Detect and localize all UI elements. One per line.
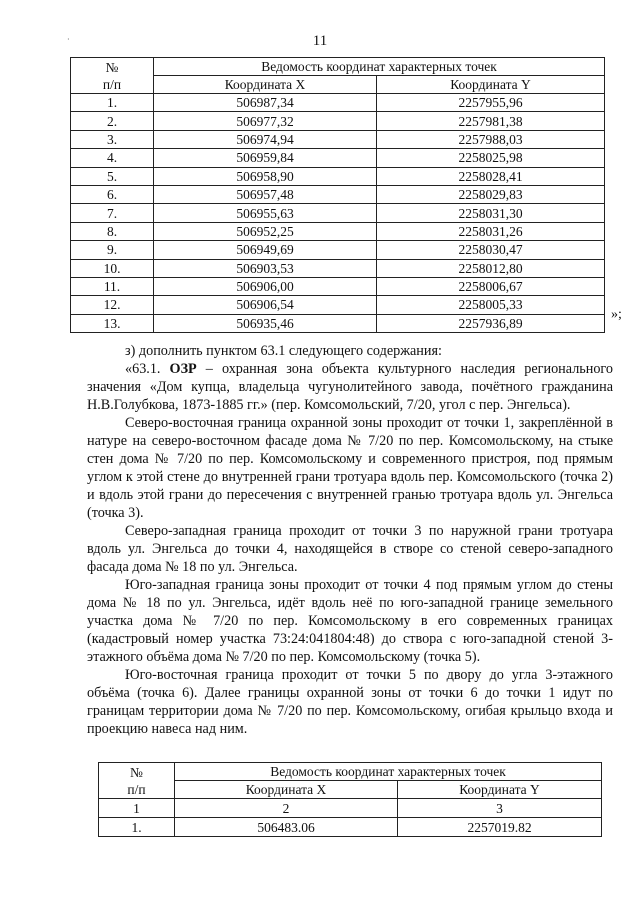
coordinate-y-cell: 2258030,47 bbox=[377, 241, 605, 259]
table-body bbox=[71, 94, 605, 333]
table-row bbox=[71, 149, 605, 167]
point-number-cell: 13. bbox=[71, 314, 154, 332]
paragraph-southeast: Юго-восточная граница проходит от точки 5 по двору до угла 3-этажного объёма (точка 6). Далее границы охранной зоны от точки 6 до точки 1 идут по границам территории дома № 7/20 по пер. Комсомольскому, огибая крыльцо входа и проекцию навеса над ним. bbox=[87, 667, 613, 737]
coordinate-y-cell: 2258012,80 bbox=[377, 259, 605, 277]
point-number-cell: 8. bbox=[71, 222, 154, 240]
table-row bbox=[71, 241, 605, 259]
coordinate-y-cell: 2257955,96 bbox=[377, 94, 605, 112]
column-header-y: Координата Y bbox=[377, 76, 605, 94]
point-number-cell: 6. bbox=[71, 185, 154, 203]
table-row bbox=[71, 185, 605, 203]
paragraph-63-1 bbox=[87, 360, 613, 414]
table-body bbox=[99, 818, 602, 837]
table-row bbox=[71, 94, 605, 112]
table-row bbox=[71, 296, 605, 314]
coordinate-x-cell: 506935,46 bbox=[154, 314, 377, 332]
table-row bbox=[71, 112, 605, 130]
coordinate-x-cell: 506987,34 bbox=[154, 94, 377, 112]
point-number-cell: 11. bbox=[71, 277, 154, 295]
coordinate-x-cell: 506483.06 bbox=[175, 818, 398, 837]
point-number-cell: 12. bbox=[71, 296, 154, 314]
point-number-cell: 7. bbox=[71, 204, 154, 222]
coordinate-y-cell: 2258031,30 bbox=[377, 204, 605, 222]
coordinate-y-cell: 2258006,67 bbox=[377, 277, 605, 295]
coordinate-x-cell: 506958,90 bbox=[154, 167, 377, 185]
coordinate-x-cell: 506906,00 bbox=[154, 277, 377, 295]
coordinate-x-cell: 506955,63 bbox=[154, 204, 377, 222]
paragraph-lead: «63.1. bbox=[125, 361, 170, 377]
scan-mark: · bbox=[67, 35, 70, 44]
index-cell: 1 bbox=[99, 799, 175, 818]
coordinate-x-cell: 506952,25 bbox=[154, 222, 377, 240]
paragraph-northeast: Северо-восточная граница охранной зоны проходит от точки 1, закреплённой в натуре на северо-восточном фасаде дома № 7/20 по пер. Комсомольскому, на стыке стен дома № 7/20 по пер. Комсомольскому и современного пристроя, под прямым углом к этой стене до внутренней грани тротуара вдоль пер. Комсомольского (точка 2) и вдоль этой грани до пересечения с внутренней гранью тротуара вдоль ул. Энгельса (точка 3). bbox=[87, 415, 613, 521]
point-number-cell: 9. bbox=[71, 241, 154, 259]
paragraph-body: – охранная зона объекта культурного наследия регионального значения «Дом купца, владельца чугунолитейного завода, почётного гражданина Н.В.Голубкова, 1873-1885 гг.» (пер. Комсомольский, 7/20, угол с пер. Энгельса). bbox=[87, 361, 613, 413]
table-row bbox=[71, 314, 605, 332]
point-number-cell: 3. bbox=[71, 130, 154, 148]
coordinate-y-cell: 2258005,33 bbox=[377, 296, 605, 314]
point-number-cell: 4. bbox=[71, 149, 154, 167]
coordinate-x-cell: 506974,94 bbox=[154, 130, 377, 148]
index-cell: 2 bbox=[175, 799, 398, 818]
coordinate-y-cell: 2258029,83 bbox=[377, 185, 605, 203]
coordinate-x-cell: 506906,54 bbox=[154, 296, 377, 314]
coordinate-x-cell: 506903,53 bbox=[154, 259, 377, 277]
table-row bbox=[71, 222, 605, 240]
table-row bbox=[71, 130, 605, 148]
coordinate-y-cell: 2258028,41 bbox=[377, 167, 605, 185]
document-text bbox=[87, 342, 613, 738]
paragraph-southwest: Юго-западная граница зоны проходит от точки 4 под прямым углом до стены дома № 18 по ул. Энгельса, идёт вдоль неё по юго-западной границе земельного участка дома № 7/20 по пер. Комсомольскому в его современных границах (кадастровый номер участка 73:24:041804:48) до створа с юго-западной стеной 3-этажного объёма дома № 7/20 по пер. Комсомольскому (точка 5). bbox=[87, 577, 613, 665]
column-header-number: № п/п bbox=[99, 763, 175, 799]
coordinate-y-cell: 2258031,26 bbox=[377, 222, 605, 240]
paragraph-amendment: з) дополнить пунктом 63.1 следующего содержания: bbox=[125, 343, 442, 359]
coordinate-y-cell: 2258025,98 bbox=[377, 149, 605, 167]
coordinate-y-cell: 2257019.82 bbox=[398, 818, 602, 837]
point-number-cell: 5. bbox=[71, 167, 154, 185]
coordinate-y-cell: 2257981,38 bbox=[377, 112, 605, 130]
coordinate-x-cell: 506957,48 bbox=[154, 185, 377, 203]
point-number-cell: 10. bbox=[71, 259, 154, 277]
closing-quote: »; bbox=[611, 307, 622, 322]
point-number-cell: 2. bbox=[71, 112, 154, 130]
point-number-cell: 1. bbox=[71, 94, 154, 112]
coordinate-x-cell: 506959,84 bbox=[154, 149, 377, 167]
table-row bbox=[71, 204, 605, 222]
coordinate-x-cell: 506977,32 bbox=[154, 112, 377, 130]
table-row bbox=[99, 818, 602, 837]
coordinate-y-cell: 2257988,03 bbox=[377, 130, 605, 148]
coordinates-table-2 bbox=[98, 762, 602, 837]
table-row bbox=[71, 167, 605, 185]
page-number: 11 bbox=[312, 33, 328, 49]
column-header-number: № п/п bbox=[71, 58, 154, 94]
column-header-x: Координата X bbox=[175, 781, 398, 799]
column-header-y: Координата Y bbox=[398, 781, 602, 799]
paragraph-northwest: Северо-западная граница проходит от точки 3 по наружной грани тротуара вдоль ул. Энгельса до точки 4, находящейся в створе со стеной северо-западного фасада дома № 18 по ул. Энгельса. bbox=[87, 523, 613, 575]
column-header-x: Координата X bbox=[154, 76, 377, 94]
coordinate-x-cell: 506949,69 bbox=[154, 241, 377, 259]
table-title: Ведомость координат характерных точек bbox=[154, 58, 605, 76]
point-number-cell: 1. bbox=[99, 818, 175, 837]
table-row bbox=[71, 277, 605, 295]
coordinates-table-1 bbox=[70, 57, 605, 333]
zone-code: ОЗР bbox=[169, 361, 197, 377]
index-cell: 3 bbox=[398, 799, 602, 818]
table-row bbox=[71, 259, 605, 277]
index-row bbox=[99, 799, 602, 818]
table-title: Ведомость координат характерных точек bbox=[175, 763, 602, 781]
coordinate-y-cell: 2257936,89 bbox=[377, 314, 605, 332]
